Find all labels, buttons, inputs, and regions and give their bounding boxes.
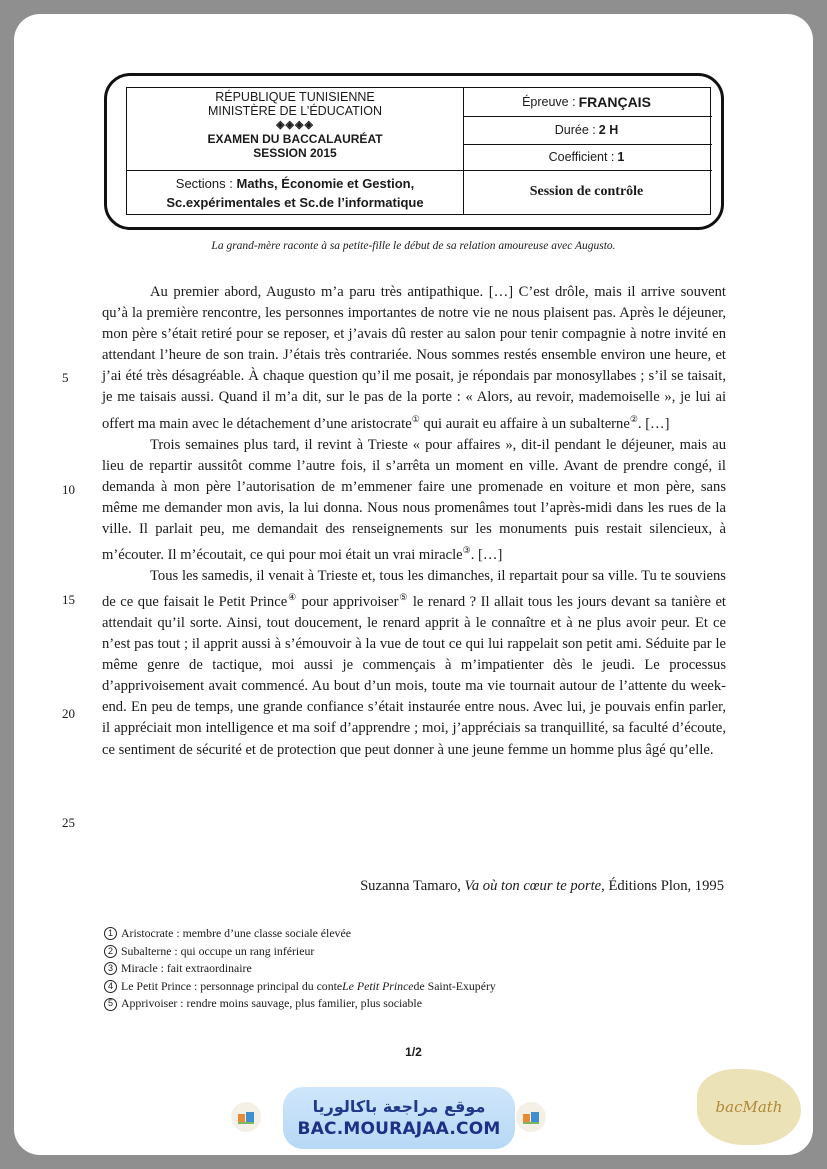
page-number: 1/2 — [405, 1045, 422, 1059]
footnote-mark: ③ — [462, 544, 471, 555]
line-number: 25 — [62, 815, 75, 830]
footnote-item: 5 Apprivoiser : rendre moins sauvage, plus familier, plus sociable — [104, 995, 496, 1013]
paragraph-3: Tous les samedis, il venait à Trieste et, tous les dimanches, il repartait pour sa ville. Tu te souviens de ce que faisait le Petit Prince④ pour apprivoiser⑤ le renard ? Il allait tous les jours devant sa tanière et attendait qu’il sorte. Ainsi, tout doucement, le renard apprit à le connaître et à ne plus avoir peur. Et ce n’est pas tout ; il apprit aussi à s’émouvoir à la vue de tout ce qui lui rappelait son petit ami. Séduite par le même genre de tactique, moi aussi je commençais à m’impatienter dès le jeudi. Le processus d’apprivoisement avait commencé. Au bout d’un mois, toute ma vie tournait autour de l’attente du week-end. En peu de temps, une grande confiance s’était instaurée entre nous. Avec lui, je pouvais enfin parler, il appréciait mon intelligence et ma soif d’apprendre ; moi, j’appréciais sa tranquillité, sa faculté d’écoute, ce sentiment de sécurité et de protection que peut donner à une jeune femme un homme plus âgé qu’elle. — [102, 567, 726, 758]
line-number: 10 — [62, 482, 75, 497]
footnote-mark: ④ — [287, 592, 298, 603]
epreuve-value: FRANÇAIS — [578, 94, 651, 110]
coefficient-value: 1 — [617, 150, 625, 164]
paragraph-2: Trois semaines plus tard, il revint à Trieste « pour affaires », dit-il pendant le déjeuner, mais au lieu de repartir aussitôt comme l’autre fois, il s’arrêta un moment en ville. Avant de prendre congé, il demanda à mon père l’autorisation de m’emmener faire une promenade en voiture et mon père, sans même me demander mon avis, la lui donna. Nous nous promenâmes tout l’après-midi dans les rues de la ville. Il parlait peu, me demandait des renseignements sur les monuments puis restait silencieux, à m’écouter. Il m’écoutait, ce qui pour moi était un vrai miracle③. […] — [102, 436, 726, 563]
banner-arabic: موقع مراجعة باكالوريا — [312, 1097, 486, 1116]
bacmath-watermark: bacMath — [697, 1069, 801, 1145]
line-number: 5 — [62, 370, 69, 385]
site-logo-icon — [231, 1102, 261, 1132]
republic-label: RÉPUBLIQUE TUNISIENNE — [215, 90, 375, 104]
ornament: ◈◈◈◈ — [276, 119, 314, 131]
footnote-item: 4 Le Petit Prince : personnage principal du conte Le Petit Prince de Saint-Exupéry — [104, 978, 496, 996]
ministry-label: MINISTÈRE DE L’ÉDUCATION — [207, 104, 383, 118]
book-title: Va où ton cœur te porte — [464, 878, 602, 894]
source-citation: Suzanna Tamaro, Va où ton cœur te porte, Éditions Plon, 1995 — [360, 878, 724, 894]
duree-label: Durée : — [554, 123, 596, 137]
passage-caption: La grand-mère raconte à sa petite-fille le début de sa relation amoureuse avec Augusto. — [211, 240, 616, 252]
institution-block — [127, 90, 463, 170]
sections-line-1: Maths, Économie et Gestion, — [236, 176, 415, 191]
footnote-item: 3 Miracle : fait extraordinaire — [104, 960, 496, 978]
site-banner-link[interactable] — [283, 1087, 515, 1149]
duree-value: 2 H — [598, 123, 619, 137]
banner-url: BAC.MOURAJAA.COM — [297, 1119, 501, 1139]
sections-block — [127, 172, 463, 214]
header-table — [126, 87, 711, 215]
session-year-label: SESSION 2015 — [253, 146, 337, 160]
passage-text — [102, 282, 726, 761]
epreuve-cell — [463, 88, 710, 116]
line-number: 20 — [62, 706, 75, 721]
paragraph-1: Au premier abord, Augusto m’a paru très antipathique. […] C’est drôle, mais il arrive souvent qu’à la première rencontre, les personnes importantes de notre vie ne nous plaisent pas. Après le déjeuner, mon père s’était retiré pour se reposer, et j’avais dû rester au salon pour tenir compagnie à notre invité en attendant l’heure de son train. J’étais très contrariée. Nous sommes restés ensemble environ une heure, et j’ai été très désagréable. À chaque question qu’il me posait, je répondais par monosyllabes ; s’il se taisait, je me taisais aussi. Quand il m’a dit, sur le pas de la porte : « Alors, au revoir, mademoiselle », je lui ai offert ma main avec le détachement d’une aristocrate① qui aurait eu affaire à un subalterne②. […] — [102, 284, 726, 432]
footnote-mark: ① — [411, 413, 420, 424]
sections-line-2: Sc.expérimentales et Sc.de l’informatique — [166, 195, 424, 210]
epreuve-label: Épreuve : — [522, 95, 576, 109]
footnotes — [104, 925, 496, 1013]
footnote-item: 1 Aristocrate : membre d’une classe sociale élevée — [104, 925, 496, 943]
session-type: Session de contrôle — [529, 184, 644, 199]
footnote-mark: ⑤ — [398, 592, 409, 603]
footnote-mark: ② — [629, 413, 638, 424]
footnote-item: 2 Subalterne : qui occupe un rang inférieur — [104, 943, 496, 961]
exam-label: EXAMEN DU BACCALAURÉAT — [207, 132, 383, 146]
coefficient-cell — [463, 144, 710, 170]
duree-cell — [463, 116, 710, 144]
coefficient-label: Coefficient : — [548, 150, 615, 164]
site-logo-icon — [516, 1102, 546, 1132]
sections-label: Sections : — [175, 176, 233, 191]
line-number: 15 — [62, 592, 75, 607]
